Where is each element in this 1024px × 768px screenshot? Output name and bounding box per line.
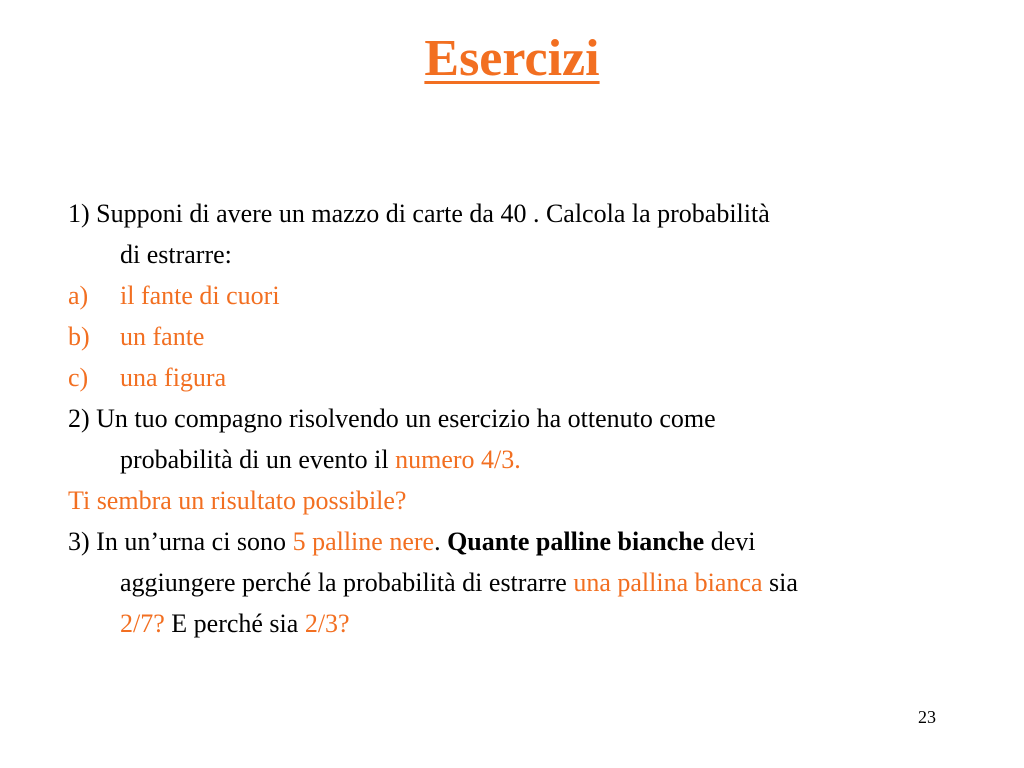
- page-number: 23: [918, 707, 936, 727]
- exercise-3-part-4: sia: [762, 568, 798, 597]
- exercise-2-highlight: numero 4/3.: [395, 445, 521, 474]
- exercise-1: [68, 193, 1018, 275]
- exercise-3-part-1: 3) In un’urna ci sono: [68, 527, 293, 556]
- item-c-text: una figura: [120, 363, 227, 392]
- exercise-2: [68, 398, 1018, 480]
- exercise-1-item-a: [68, 275, 1018, 316]
- exercise-3-highlight-3: 2/7?: [120, 609, 165, 638]
- exercise-1-item-c: [68, 357, 1018, 398]
- exercise-3-part-5: E perché sia: [164, 609, 305, 638]
- exercise-2-question: Ti sembra un risultato possibile?: [68, 486, 407, 515]
- exercise-list: [68, 193, 1018, 644]
- item-b-marker: b): [68, 322, 90, 351]
- exercise-3-highlight-4: 2/3?: [304, 609, 350, 638]
- item-a-text: il fante di cuori: [120, 281, 280, 310]
- item-a-marker: a): [68, 281, 89, 310]
- exercise-3-highlight-2: una pallina bianca: [573, 568, 763, 597]
- exercise-3-highlight-1: 5 palline nere: [292, 527, 435, 556]
- exercise-1-item-b: [68, 316, 1018, 357]
- slide-title: Esercizi: [424, 30, 600, 87]
- item-b-text: un fante: [120, 322, 205, 351]
- item-c-marker: c): [68, 363, 89, 392]
- exercise-3-part-3a: devi aggiungere perché la probabilità di estrarre: [120, 527, 756, 597]
- exercise-3-part-2: .: [434, 527, 448, 556]
- exercise-3: [68, 521, 1018, 644]
- exercise-1-text: 1) Supponi di avere un mazzo di carte da 40 . Calcola la probabilità di estrarre:: [68, 199, 770, 269]
- exercise-2-text: 2) Un tuo compagno risolvendo un esercizio ha ottenuto come probabilità di un evento il: [68, 404, 716, 474]
- exercise-3-bold: Quante palline bianche: [447, 527, 705, 556]
